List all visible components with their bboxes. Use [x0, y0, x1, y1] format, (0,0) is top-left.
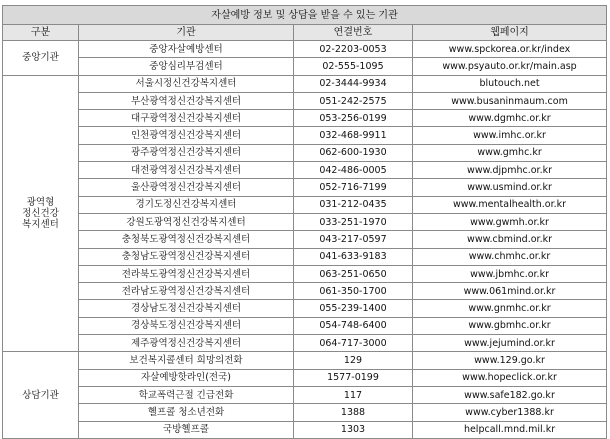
group-label: 광역형 정신건강 복지센터	[3, 75, 79, 352]
contact-cell: 064-717-3000	[294, 335, 413, 352]
org-cell: 울산광역정신건강복지센터	[79, 179, 294, 196]
table-row	[3, 162, 607, 179]
web-cell: www.safe182.go.kr	[413, 386, 607, 403]
contact-cell: 043-217-0597	[294, 231, 413, 248]
contact-cell: 1388	[294, 404, 413, 421]
web-cell: www.129.go.kr	[413, 352, 607, 369]
contact-cell: 1303	[294, 421, 413, 438]
contact-cell: 041-633-9183	[294, 248, 413, 265]
web-cell: www.busaninmaum.com	[413, 92, 607, 109]
table-row	[3, 283, 607, 300]
table-row	[3, 369, 607, 386]
org-cell: 자살예방핫라인(전국)	[79, 369, 294, 386]
table-row	[3, 231, 607, 248]
table-row	[3, 144, 607, 161]
web-cell: www.dgmhc.or.kr	[413, 110, 607, 127]
contact-cell: 062-600-1930	[294, 144, 413, 161]
contact-cell: 033-251-1970	[294, 213, 413, 230]
table-row	[3, 300, 607, 317]
table-header-row	[3, 25, 607, 41]
contact-cell: 061-350-1700	[294, 283, 413, 300]
header-category: 구분	[3, 25, 79, 41]
contact-cell: 052-716-7199	[294, 179, 413, 196]
contact-cell: 054-748-6400	[294, 317, 413, 334]
contact-cell: 055-239-1400	[294, 300, 413, 317]
group-label: 상담기관	[3, 352, 79, 438]
table-row	[3, 265, 607, 282]
web-cell: www.jejumind.or.kr	[413, 335, 607, 352]
table-row	[3, 41, 607, 58]
web-cell: www.gnmhc.or.kr	[413, 300, 607, 317]
table-title-row	[3, 6, 607, 25]
table-row	[3, 75, 607, 92]
contact-cell: 02-2203-0053	[294, 41, 413, 58]
table-row	[3, 404, 607, 421]
web-cell: www.hopeclick.or.kr	[413, 369, 607, 386]
table-row	[3, 386, 607, 403]
web-cell: www.gmhc.kr	[413, 144, 607, 161]
contact-cell: 129	[294, 352, 413, 369]
web-cell: www.chmhc.or.kr	[413, 248, 607, 265]
web-cell: helpcall.mnd.mil.kr	[413, 421, 607, 438]
web-cell: www.cbmind.or.kr	[413, 231, 607, 248]
web-cell: www.usmind.or.kr	[413, 179, 607, 196]
table-title: 자살예방 정보 및 상담을 받을 수 있는 기관	[3, 6, 607, 25]
org-cell: 전라북도광역정신건강복지센터	[79, 265, 294, 282]
table-row	[3, 335, 607, 352]
web-cell: www.061mind.or.kr	[413, 283, 607, 300]
contact-cell: 063-251-0650	[294, 265, 413, 282]
org-cell: 헬프콜 청소년전화	[79, 404, 294, 421]
table-row	[3, 92, 607, 109]
org-cell: 중앙심리부검센터	[79, 58, 294, 75]
org-cell: 제주광역정신건강복지센터	[79, 335, 294, 352]
org-cell: 서울시정신건강복지센터	[79, 75, 294, 92]
web-cell: www.psyauto.or.kr/main.asp	[413, 58, 607, 75]
web-cell: www.spckorea.or.kr/index	[413, 41, 607, 58]
table-row	[3, 110, 607, 127]
table-row	[3, 196, 607, 213]
contact-cell: 02-3444-9934	[294, 75, 413, 92]
table-row	[3, 248, 607, 265]
org-cell: 경상남도정신건강복지센터	[79, 300, 294, 317]
web-cell: www.cyber1388.kr	[413, 404, 607, 421]
contact-cell: 042-486-0005	[294, 162, 413, 179]
org-cell: 중앙자살예방센터	[79, 41, 294, 58]
org-cell: 국방헬프콜	[79, 421, 294, 438]
header-contact: 연결번호	[294, 25, 413, 41]
contact-cell: 117	[294, 386, 413, 403]
group-label: 중앙기관	[3, 41, 79, 76]
contact-cell: 031-212-0435	[294, 196, 413, 213]
org-cell: 광주광역정신건강복지센터	[79, 144, 294, 161]
table-row	[3, 58, 607, 75]
org-cell: 학교폭력근절 긴급전화	[79, 386, 294, 403]
org-cell: 전라남도광역정신건강복지센터	[79, 283, 294, 300]
contact-cell: 032-468-9911	[294, 127, 413, 144]
header-org: 기관	[79, 25, 294, 41]
contact-cell: 053-256-0199	[294, 110, 413, 127]
web-cell: www.gwmh.or.kr	[413, 213, 607, 230]
web-cell: www.imhc.or.kr	[413, 127, 607, 144]
contact-cell: 051-242-2575	[294, 92, 413, 109]
contact-cell: 1577-0199	[294, 369, 413, 386]
org-cell: 부산광역정신건강복지센터	[79, 92, 294, 109]
org-cell: 충청남도광역정신건강복지센터	[79, 248, 294, 265]
web-cell: www.jbmhc.or.kr	[413, 265, 607, 282]
org-cell: 대전광역정신건강복지센터	[79, 162, 294, 179]
table-row	[3, 352, 607, 369]
web-cell: www.gbmhc.or.kr	[413, 317, 607, 334]
web-cell: www.mentalhealth.or.kr	[413, 196, 607, 213]
contact-cell: 02-555-1095	[294, 58, 413, 75]
institution-table	[2, 5, 607, 439]
org-cell: 인천광역정신건강복지센터	[79, 127, 294, 144]
org-cell: 대구광역정신건강복지센터	[79, 110, 294, 127]
table-row	[3, 213, 607, 230]
table-row	[3, 179, 607, 196]
org-cell: 충청북도광역정신건강복지센터	[79, 231, 294, 248]
web-cell: blutouch.net	[413, 75, 607, 92]
header-web: 웹페이지	[413, 25, 607, 41]
org-cell: 보건복지콜센터 희망의전화	[79, 352, 294, 369]
table-row	[3, 127, 607, 144]
org-cell: 경상북도정신건강복지센터	[79, 317, 294, 334]
org-cell: 경기도정신건강복지센터	[79, 196, 294, 213]
org-cell: 강원도광역정신건강복지센터	[79, 213, 294, 230]
web-cell: www.djpmhc.or.kr	[413, 162, 607, 179]
table-row	[3, 317, 607, 334]
